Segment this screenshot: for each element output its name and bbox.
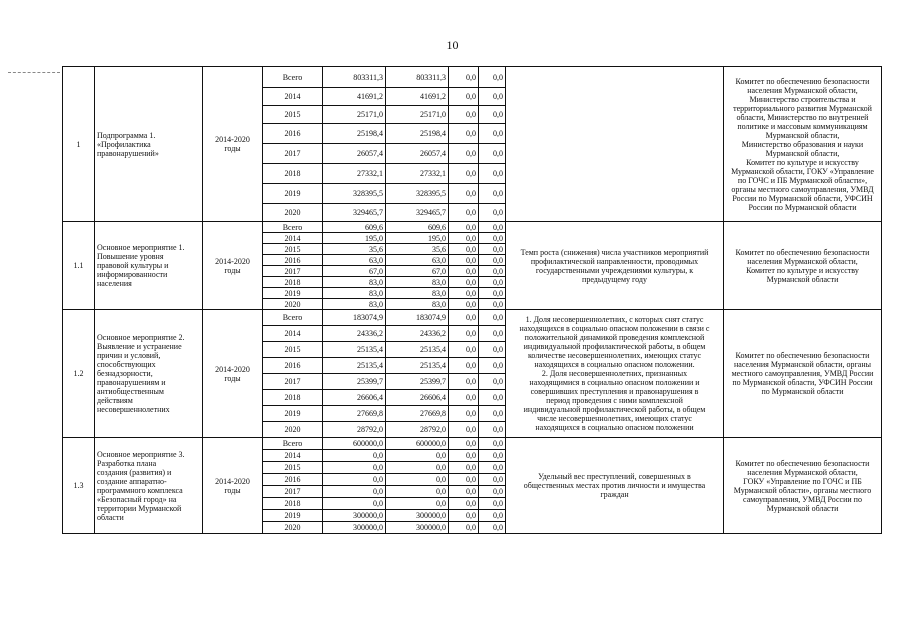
other-sources-cell: 0,0: [479, 244, 506, 255]
federal-budget-cell: 0,0: [449, 88, 479, 106]
regional-budget-cell: 28792,0: [386, 422, 449, 438]
regional-budget-cell: 329465,7: [386, 204, 449, 222]
total-cell: 26606,4: [323, 390, 386, 406]
regional-budget-cell: 27332,1: [386, 164, 449, 184]
section-index: 1.3: [63, 438, 95, 534]
other-sources-cell: 0,0: [479, 474, 506, 486]
other-sources-cell: 0,0: [479, 106, 506, 124]
total-cell: 24336,2: [323, 326, 386, 342]
year-cell: 2015: [263, 342, 323, 358]
total-cell: 300000,0: [323, 510, 386, 522]
year-cell: 2014: [263, 450, 323, 462]
total-cell: 83,0: [323, 288, 386, 299]
year-cell: 2017: [263, 266, 323, 277]
executors-cell: Комитет по обеспечению безопасности населения Мурманской области, ГОКУ «Управление по ГОЧС и ПБ Мурманской области», органы местного самоуправления, УМВД России по Мурманской области: [724, 438, 882, 534]
other-sources-cell: 0,0: [479, 390, 506, 406]
total-cell: 803311,3: [323, 67, 386, 88]
regional-budget-cell: 83,0: [386, 299, 449, 310]
other-sources-cell: 0,0: [479, 204, 506, 222]
year-cell: 2020: [263, 204, 323, 222]
regional-budget-cell: 25135,4: [386, 358, 449, 374]
federal-budget-cell: 0,0: [449, 438, 479, 450]
federal-budget-cell: 0,0: [449, 310, 479, 326]
table-row: [63, 222, 882, 233]
executors-cell: Комитет по обеспечению безопасности населения Мурманской области, Комитет по культуре и искусству Мурманской области: [724, 222, 882, 310]
table-row: [63, 438, 882, 450]
regional-budget-cell: 0,0: [386, 450, 449, 462]
indicator-cell: 1. Доля несовершеннолетних, с которых снят статус находящихся в социально опасном положении в связи с положительной динамикой проведения комплексной индивидуальной профилактической работы, в общем количестве несовершеннолетних, имеющих статус находящихся в социально опасном положении. 2. Доля несовершеннолетних, признанных находящимися в социально опасном положении и совершивших преступления и правонарушения в период проведения с ними комплексной индивидуальной профилактической работы, в общем числе несовершеннолетних, имеющих статус находящихся в социально опасном положении: [506, 310, 724, 438]
federal-budget-cell: 0,0: [449, 486, 479, 498]
total-cell: 28792,0: [323, 422, 386, 438]
regional-budget-cell: 183074,9: [386, 310, 449, 326]
other-sources-cell: 0,0: [479, 310, 506, 326]
regional-budget-cell: 27669,8: [386, 406, 449, 422]
regional-budget-cell: 803311,3: [386, 67, 449, 88]
total-cell: 0,0: [323, 474, 386, 486]
section-name: Основное мероприятие 2. Выявление и устранение причин и условий, способствующих безнадзорности, правонарушениям и антиобщественным действиям несовершеннолетних: [95, 310, 203, 438]
other-sources-cell: 0,0: [479, 438, 506, 450]
year-cell: 2019: [263, 510, 323, 522]
other-sources-cell: 0,0: [479, 522, 506, 534]
table-row: [63, 67, 882, 88]
other-sources-cell: 0,0: [479, 67, 506, 88]
other-sources-cell: 0,0: [479, 288, 506, 299]
federal-budget-cell: 0,0: [449, 222, 479, 233]
regional-budget-cell: 25135,4: [386, 342, 449, 358]
federal-budget-cell: 0,0: [449, 422, 479, 438]
regional-budget-cell: 300000,0: [386, 510, 449, 522]
federal-budget-cell: 0,0: [449, 244, 479, 255]
year-cell: 2014: [263, 326, 323, 342]
federal-budget-cell: 0,0: [449, 510, 479, 522]
executors-cell: Комитет по обеспечению безопасности населения Мурманской области, Министерство строительства и территориального развития Мурманской области, Министерство по внутренней политике и массовым коммуникациям Мурманской области, Министерство образования и науки Мурманской области, Комитет по культуре и искусству Мурманской области, ГОКУ «Управление по ГОЧС и ПБ Мурманской области», органы местного самоуправления, УМВД России по Мурманской области, УФСИН России по Мурманской области: [724, 67, 882, 222]
year-cell: 2016: [263, 474, 323, 486]
section-period: 2014-2020 годы: [203, 67, 263, 222]
program-table: [62, 66, 882, 534]
total-cell: 0,0: [323, 498, 386, 510]
other-sources-cell: 0,0: [479, 144, 506, 164]
total-cell: 25198,4: [323, 124, 386, 144]
federal-budget-cell: 0,0: [449, 358, 479, 374]
year-cell: 2019: [263, 184, 323, 204]
federal-budget-cell: 0,0: [449, 67, 479, 88]
other-sources-cell: 0,0: [479, 358, 506, 374]
total-cell: 25135,4: [323, 358, 386, 374]
executors-cell: Комитет по обеспечению безопасности населения Мурманской области, органы местного самоуправления, УМВД России по Мурманской области, УФСИН России по Мурманской области: [724, 310, 882, 438]
federal-budget-cell: 0,0: [449, 522, 479, 534]
regional-budget-cell: 26606,4: [386, 390, 449, 406]
year-cell: Всего: [263, 222, 323, 233]
other-sources-cell: 0,0: [479, 277, 506, 288]
regional-budget-cell: 35,6: [386, 244, 449, 255]
regional-budget-cell: 25198,4: [386, 124, 449, 144]
table-row: [63, 310, 882, 326]
year-cell: 2016: [263, 124, 323, 144]
regional-budget-cell: 25399,7: [386, 374, 449, 390]
federal-budget-cell: 0,0: [449, 462, 479, 474]
regional-budget-cell: 67,0: [386, 266, 449, 277]
federal-budget-cell: 0,0: [449, 498, 479, 510]
regional-budget-cell: 83,0: [386, 277, 449, 288]
total-cell: 609,6: [323, 222, 386, 233]
regional-budget-cell: 26057,4: [386, 144, 449, 164]
other-sources-cell: 0,0: [479, 498, 506, 510]
federal-budget-cell: 0,0: [449, 233, 479, 244]
year-cell: 2018: [263, 390, 323, 406]
other-sources-cell: 0,0: [479, 266, 506, 277]
federal-budget-cell: 0,0: [449, 390, 479, 406]
federal-budget-cell: 0,0: [449, 326, 479, 342]
total-cell: 27332,1: [323, 164, 386, 184]
year-cell: 2017: [263, 374, 323, 390]
federal-budget-cell: 0,0: [449, 299, 479, 310]
section-name: Основное мероприятие 1. Повышение уровня правовой культуры и информированности населения: [95, 222, 203, 310]
total-cell: 83,0: [323, 277, 386, 288]
total-cell: 25171,0: [323, 106, 386, 124]
year-cell: 2014: [263, 233, 323, 244]
other-sources-cell: 0,0: [479, 406, 506, 422]
year-cell: 2018: [263, 498, 323, 510]
section-period: 2014-2020 годы: [203, 438, 263, 534]
other-sources-cell: 0,0: [479, 422, 506, 438]
year-cell: 2014: [263, 88, 323, 106]
year-cell: 2018: [263, 164, 323, 184]
total-cell: 0,0: [323, 450, 386, 462]
total-cell: 600000,0: [323, 438, 386, 450]
section-index: 1.2: [63, 310, 95, 438]
total-cell: 83,0: [323, 299, 386, 310]
total-cell: 67,0: [323, 266, 386, 277]
other-sources-cell: 0,0: [479, 233, 506, 244]
scan-artifact-line: [8, 72, 60, 73]
federal-budget-cell: 0,0: [449, 474, 479, 486]
indicator-cell: [506, 67, 724, 222]
regional-budget-cell: 600000,0: [386, 438, 449, 450]
total-cell: 0,0: [323, 462, 386, 474]
year-cell: 2019: [263, 406, 323, 422]
year-cell: 2017: [263, 144, 323, 164]
regional-budget-cell: 41691,2: [386, 88, 449, 106]
year-cell: 2016: [263, 358, 323, 374]
year-cell: 2015: [263, 106, 323, 124]
year-cell: 2015: [263, 462, 323, 474]
other-sources-cell: 0,0: [479, 299, 506, 310]
regional-budget-cell: 609,6: [386, 222, 449, 233]
other-sources-cell: 0,0: [479, 374, 506, 390]
other-sources-cell: 0,0: [479, 222, 506, 233]
regional-budget-cell: 83,0: [386, 288, 449, 299]
other-sources-cell: 0,0: [479, 342, 506, 358]
regional-budget-cell: 0,0: [386, 462, 449, 474]
total-cell: 25135,4: [323, 342, 386, 358]
year-cell: 2019: [263, 288, 323, 299]
section-name: Основное мероприятие 3. Разработка плана создания (развития) и создание аппаратно- программного комплекса «Безопасный город» на территории Мурманской области: [95, 438, 203, 534]
section-index: 1.1: [63, 222, 95, 310]
section-period: 2014-2020 годы: [203, 222, 263, 310]
total-cell: 183074,9: [323, 310, 386, 326]
indicator-cell: Темп роста (снижения) числа участников мероприятий профилактической направленности, проводимых государственными учреждениями культуры, к предыдущему году: [506, 222, 724, 310]
federal-budget-cell: 0,0: [449, 164, 479, 184]
section-index: 1: [63, 67, 95, 222]
federal-budget-cell: 0,0: [449, 266, 479, 277]
regional-budget-cell: 25171,0: [386, 106, 449, 124]
total-cell: 35,6: [323, 244, 386, 255]
other-sources-cell: 0,0: [479, 255, 506, 266]
federal-budget-cell: 0,0: [449, 342, 479, 358]
other-sources-cell: 0,0: [479, 88, 506, 106]
federal-budget-cell: 0,0: [449, 450, 479, 462]
regional-budget-cell: 0,0: [386, 486, 449, 498]
section-period: 2014-2020 годы: [203, 310, 263, 438]
page-number: 10: [446, 38, 459, 52]
total-cell: 0,0: [323, 486, 386, 498]
other-sources-cell: 0,0: [479, 462, 506, 474]
regional-budget-cell: 300000,0: [386, 522, 449, 534]
federal-budget-cell: 0,0: [449, 106, 479, 124]
total-cell: 41691,2: [323, 88, 386, 106]
regional-budget-cell: 24336,2: [386, 326, 449, 342]
federal-budget-cell: 0,0: [449, 255, 479, 266]
regional-budget-cell: 63,0: [386, 255, 449, 266]
year-cell: 2020: [263, 522, 323, 534]
total-cell: 25399,7: [323, 374, 386, 390]
indicator-cell: Удельный вес преступлений, совершенных в общественных местах против личности и имущества граждан: [506, 438, 724, 534]
other-sources-cell: 0,0: [479, 486, 506, 498]
federal-budget-cell: 0,0: [449, 124, 479, 144]
other-sources-cell: 0,0: [479, 124, 506, 144]
total-cell: 27669,8: [323, 406, 386, 422]
total-cell: 26057,4: [323, 144, 386, 164]
other-sources-cell: 0,0: [479, 184, 506, 204]
regional-budget-cell: 0,0: [386, 498, 449, 510]
year-cell: Всего: [263, 67, 323, 88]
year-cell: 2018: [263, 277, 323, 288]
total-cell: 328395,5: [323, 184, 386, 204]
federal-budget-cell: 0,0: [449, 406, 479, 422]
federal-budget-cell: 0,0: [449, 204, 479, 222]
year-cell: 2017: [263, 486, 323, 498]
total-cell: 300000,0: [323, 522, 386, 534]
year-cell: 2015: [263, 244, 323, 255]
federal-budget-cell: 0,0: [449, 277, 479, 288]
year-cell: Всего: [263, 438, 323, 450]
total-cell: 195,0: [323, 233, 386, 244]
year-cell: Всего: [263, 310, 323, 326]
year-cell: 2020: [263, 422, 323, 438]
federal-budget-cell: 0,0: [449, 288, 479, 299]
other-sources-cell: 0,0: [479, 450, 506, 462]
federal-budget-cell: 0,0: [449, 374, 479, 390]
federal-budget-cell: 0,0: [449, 184, 479, 204]
other-sources-cell: 0,0: [479, 510, 506, 522]
other-sources-cell: 0,0: [479, 164, 506, 184]
regional-budget-cell: 0,0: [386, 474, 449, 486]
other-sources-cell: 0,0: [479, 326, 506, 342]
year-cell: 2016: [263, 255, 323, 266]
regional-budget-cell: 328395,5: [386, 184, 449, 204]
total-cell: 63,0: [323, 255, 386, 266]
regional-budget-cell: 195,0: [386, 233, 449, 244]
table-body: [63, 67, 882, 534]
federal-budget-cell: 0,0: [449, 144, 479, 164]
year-cell: 2020: [263, 299, 323, 310]
total-cell: 329465,7: [323, 204, 386, 222]
section-name: Подпрограмма 1. «Профилактика правонарушений»: [95, 67, 203, 222]
